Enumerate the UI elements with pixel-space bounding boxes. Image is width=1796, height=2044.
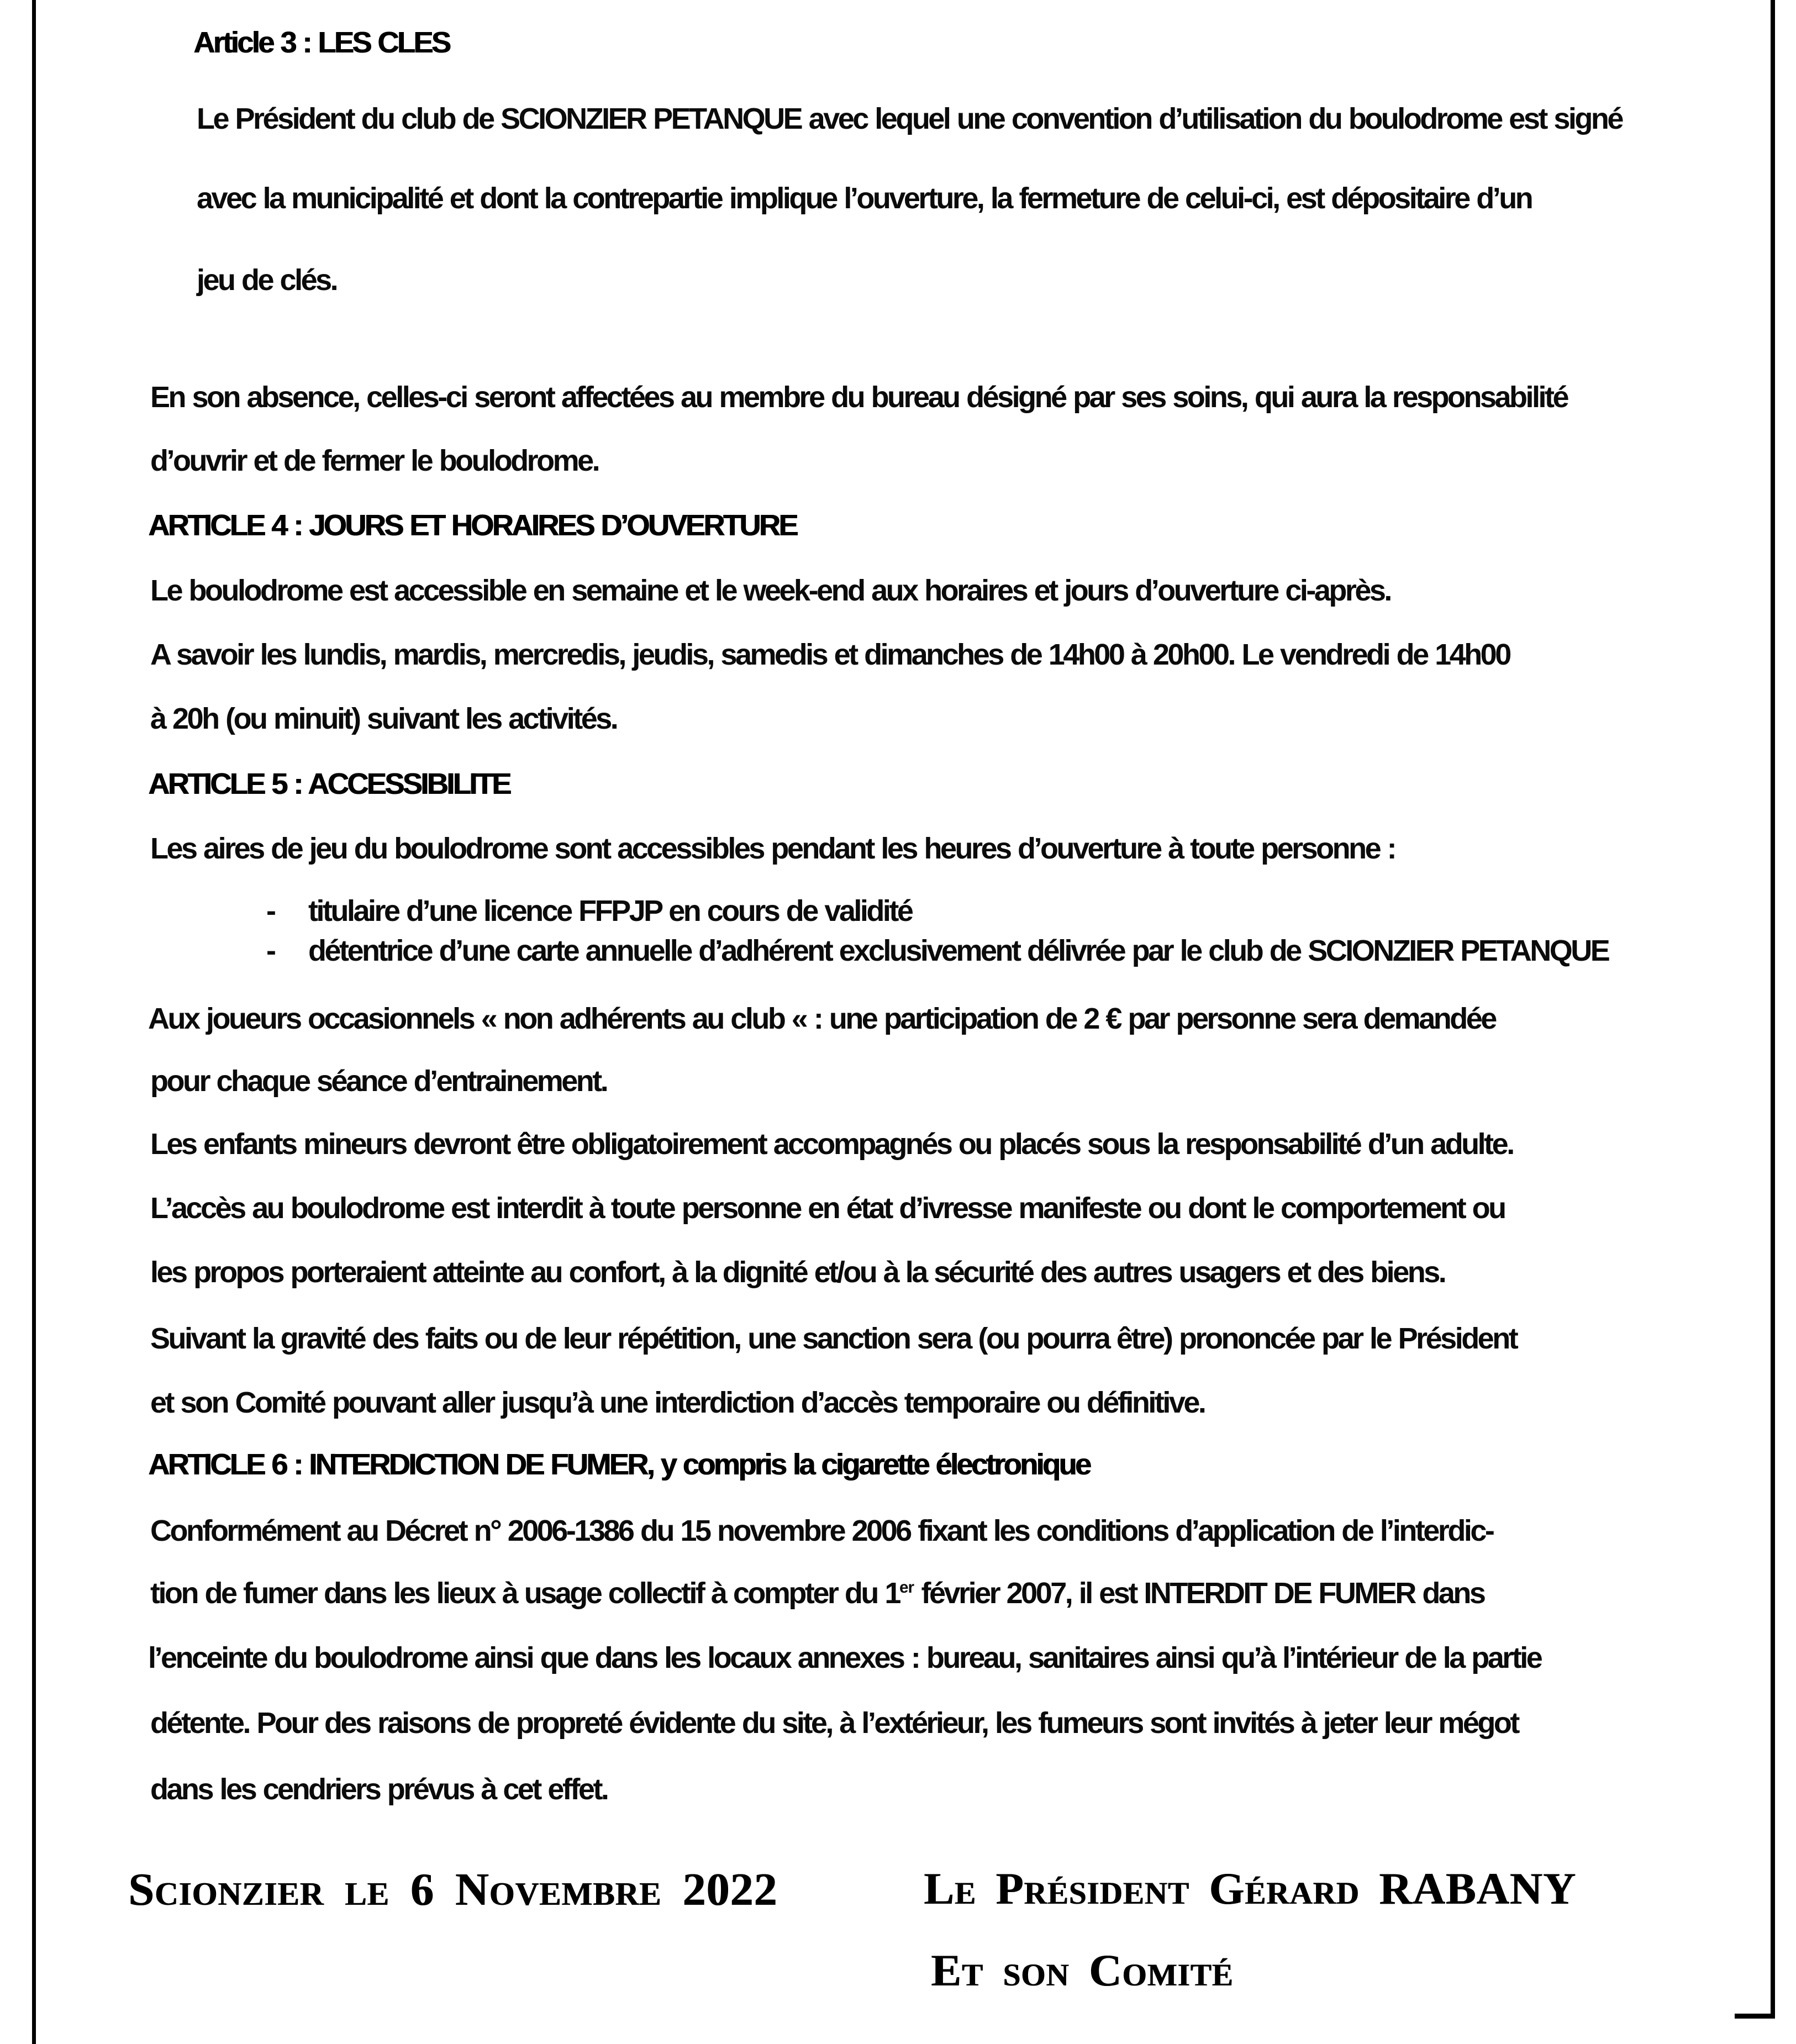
article3-para1-line1: Le Président du club de SCIONZIER PETANQUE avec lequel une convention d’utilisation du boulodrome est signé xyxy=(197,102,1622,135)
article3-para2-line1: En son absence, celles-ci seront affectées au membre du bureau désigné par ses soins, qui aura la responsabilité xyxy=(150,381,1568,414)
article4-heading: ARTICLE 4 : JOURS ET HORAIRES D’OUVERTURE xyxy=(148,509,797,542)
article5-fee-line2: pour chaque séance d’entrainement. xyxy=(150,1065,607,1098)
article4-para2-line1: A savoir les lundis, mardis, mercredis, jeudis, samedis et dimanches de 14h00 à 20h00. Le vendredi de 14h00 xyxy=(150,638,1510,671)
article5-bullet-2 xyxy=(266,935,1608,967)
article5-sanction-line2: et son Comité pouvant aller jusqu’à une interdiction d’accès temporaire ou définitive. xyxy=(150,1386,1205,1419)
article3-para1-line2: avec la municipalité et dont la contrepartie implique l’ouverture, la fermeture de celui-ci, est dépositaire d’un xyxy=(197,182,1532,215)
page-border-right xyxy=(1771,0,1775,2017)
article6-line2 xyxy=(150,1577,1484,1610)
bullet-text: détentrice d’une carte annuelle d’adhérent exclusivement délivrée par le club de SCIONZIER PETANQUE xyxy=(308,934,1609,967)
article6-line5: dans les cendriers prévus à cet effet. xyxy=(150,1773,608,1806)
article5-fee-line1: Aux joueurs occasionnels « non adhérents au club « : une participation de 2 € par personne sera demandée xyxy=(148,1002,1495,1035)
article4-para2-line2: à 20h (ou minuit) suivant les activités. xyxy=(150,702,617,735)
article6-line2-post: février 2007, il est INTERDIT DE FUMER dans xyxy=(914,1577,1484,1610)
article4-para1-line1: Le boulodrome est accessible en semaine et le week-end aux horaires et jours d’ouverture ci-après. xyxy=(150,574,1391,607)
article6-line4: détente. Pour des raisons de propreté évidente du site, à l’extérieur, les fumeurs sont invités à jeter leur mégot xyxy=(150,1706,1518,1740)
article6-heading: ARTICLE 6 : INTERDICTION DE FUMER, y compris la cigarette électronique xyxy=(148,1448,1090,1481)
article5-minors-line: Les enfants mineurs devront être obligatoirement accompagnés ou placés sous la responsabilité d’un adulte. xyxy=(150,1128,1513,1161)
bullet-marker: - xyxy=(266,894,275,928)
page-border-bottom-corner xyxy=(1735,2014,1775,2019)
footer-president: Le Président Gérard RABANY xyxy=(924,1863,1576,1914)
article5-access-line1: L’accès au boulodrome est interdit à toute personne en état d’ivresse manifeste ou dont le comportement ou xyxy=(150,1192,1505,1225)
article3-heading: Article 3 : LES CLES xyxy=(193,26,450,59)
article6-line2-pre: tion de fumer dans les lieux à usage collectif à compter du 1 xyxy=(150,1577,899,1610)
article6-line1: Conformément au Décret n° 2006-1386 du 15 novembre 2006 fixant les conditions d’application de l’interdic- xyxy=(150,1514,1493,1547)
article6-line3: l’enceinte du boulodrome ainsi que dans les locaux annexes : bureau, sanitaires ainsi qu’à l’intérieur de la partie xyxy=(148,1641,1541,1674)
article5-bullet-1 xyxy=(266,895,912,928)
footer-committee: Et son Comité xyxy=(931,1945,1234,1995)
article5-heading: ARTICLE 5 : ACCESSIBILITE xyxy=(148,767,510,800)
bullet-marker: - xyxy=(266,934,275,967)
page-border-left xyxy=(32,0,36,2044)
footer-place-date: Scionzier le 6 Novembre 2022 xyxy=(128,1864,778,1915)
article5-intro: Les aires de jeu du boulodrome sont accessibles pendant les heures d’ouverture à toute personne : xyxy=(150,832,1395,865)
article3-para1-line3: jeu de clés. xyxy=(197,264,337,297)
article5-sanction-line1: Suivant la gravité des faits ou de leur répétition, une sanction sera (ou pourra être) prononcée par le Président xyxy=(150,1322,1517,1355)
article5-access-line2: les propos porteraient atteinte au confort, à la dignité et/ou à la sécurité des autres usagers et des biens. xyxy=(150,1256,1445,1289)
ordinal-superscript: er xyxy=(899,1578,914,1597)
article3-para2-line2: d’ouvrir et de fermer le boulodrome. xyxy=(150,444,599,477)
bullet-text: titulaire d’une licence FFPJP en cours de validité xyxy=(308,894,912,928)
